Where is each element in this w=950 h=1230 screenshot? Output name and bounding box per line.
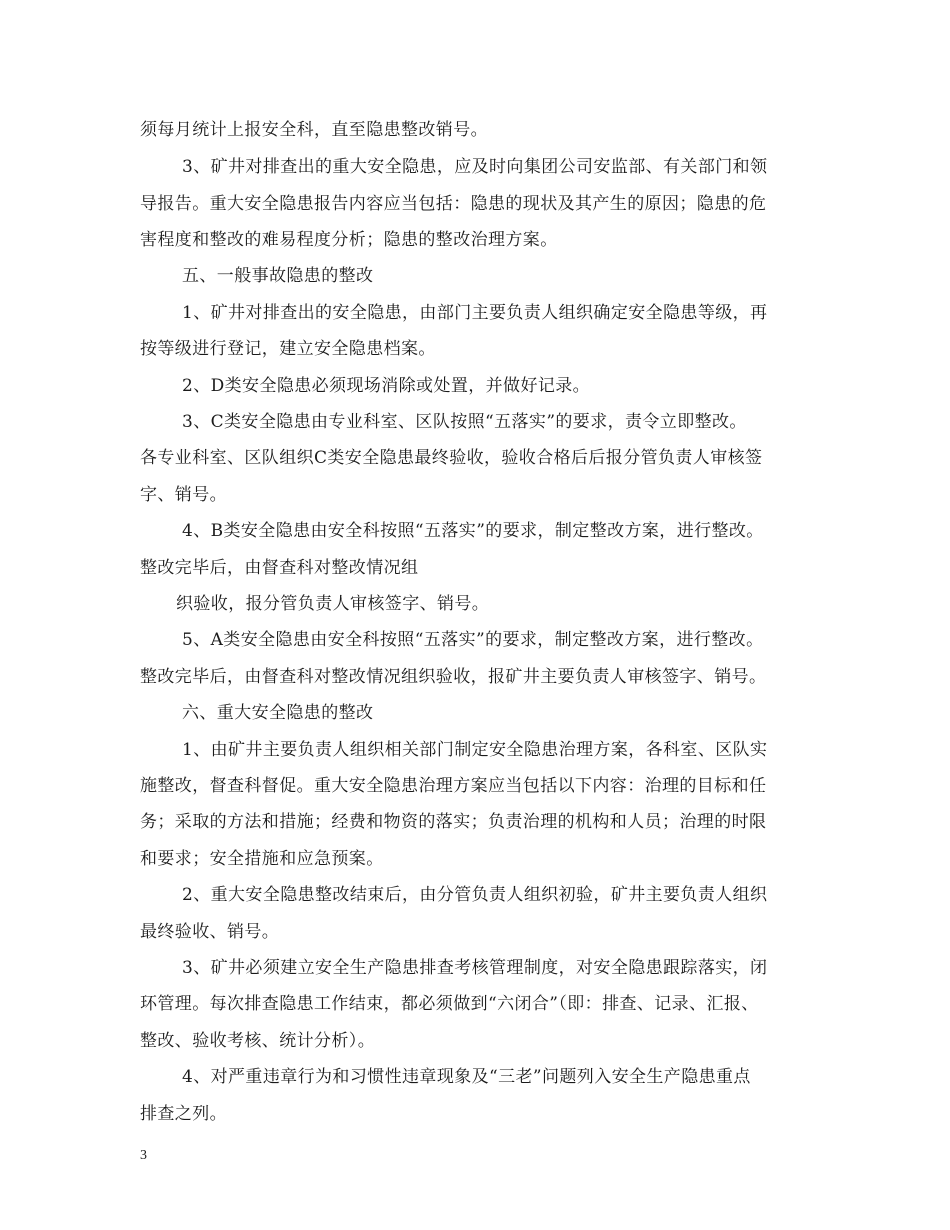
text-line: 3、矿井对排查出的重大安全隐患，应及时向集团公司安监部、有关部门和领 [182,157,768,177]
text-line: 3、矿井必须建立安全生产隐患排查考核管理制度，对安全隐患跟踪落实，闭 [182,958,768,978]
section-heading: 五、一般事故隐患的整改 [182,266,374,286]
text-line: 最终验收、销号。 [140,922,280,942]
text-line: 和要求；安全措施和应急预案。 [140,849,384,869]
text-line: 施整改，督查科督促。重大安全隐患治理方案应当包括以下内容：治理的目标和任 [140,776,767,796]
text-line: 2、D类安全隐患必须现场消除或处置，并做好记录。 [182,376,591,396]
text-line: 按等级进行登记，建立安全隐患档案。 [140,339,436,359]
text-line: 害程度和整改的难易程度分析；隐患的整改治理方案。 [140,230,558,250]
text-line: 须每月统计上报安全科，直至隐患整改销号。 [140,120,488,140]
text-line: 环管理。每次排查隐患工作结束，都必须做到“六闭合”（即：排查、记录、汇报、 [140,994,759,1014]
text-line: 整改完毕后，由督查科对整改情况组织验收，报矿井主要负责人审核签字、销号。 [140,667,767,687]
text-line: 1、由矿井主要负责人组织相关部门制定安全隐患治理方案，各科室、区队实 [182,740,768,760]
text-line: 织验收，报分管负责人审核签字、销号。 [176,594,490,614]
text-line: 务；采取的方法和措施；经费和物资的落实；负责治理的机构和人员；治理的时限 [140,812,767,832]
text-line: 2、重大安全隐患整改结束后，由分管负责人组织初验，矿井主要负责人组织 [182,885,768,905]
text-line: 整改、验收考核、统计分析）。 [140,1031,376,1051]
text-line: 5、A类安全隐患由安全科按照“五落实”的要求，制定整改方案，进行整改。 [182,630,764,650]
text-line: 字、销号。 [140,485,227,505]
text-line: 4、B类安全隐患由安全科按照“五落实”的要求，制定整改方案，进行整改。 [182,521,764,541]
text-line: 4、对严重违章行为和习惯性违章现象及“三老”问题列入安全生产隐患重点 [182,1067,751,1087]
text-line: 各专业科室、区队组织C类安全隐患最终验收，验收合格后后报分管负责人审核签 [140,448,763,468]
page-number: 3 [140,1148,147,1163]
text-line: 排查之列。 [140,1104,227,1124]
text-line: 整改完毕后，由督查科对整改情况组 [140,558,419,578]
text-line: 导报告。重大安全隐患报告内容应当包括：隐患的现状及其产生的原因；隐患的危 [140,194,767,214]
text-line: 1、矿井对排查出的安全隐患，由部门主要负责人组织确定安全隐患等级，再 [182,303,768,323]
text-line: 3、C类安全隐患由专业科室、区队按照“五落实”的要求，责令立即整改。 [182,412,747,432]
section-heading: 六、重大安全隐患的整改 [182,703,374,723]
